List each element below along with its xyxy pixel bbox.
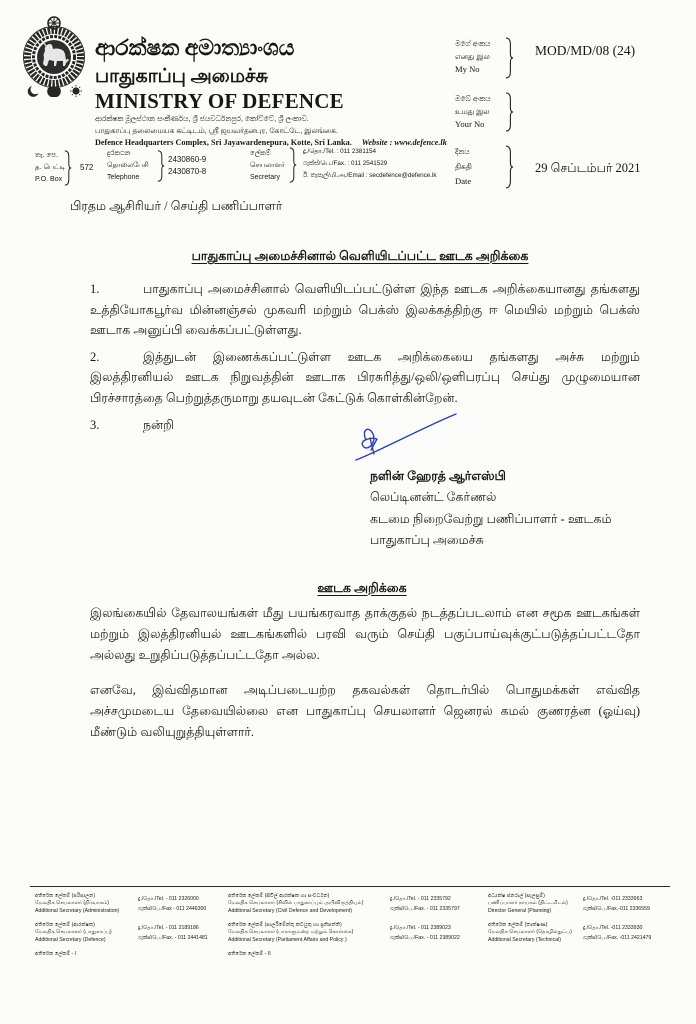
footer-contact bbox=[228, 951, 271, 958]
brace-icon bbox=[505, 145, 514, 189]
letter-date: 29 செப்டம்பர் 2021 bbox=[535, 161, 641, 175]
moon-icon bbox=[28, 86, 39, 97]
ministry-name-english: MINISTRY OF DEFENCE bbox=[95, 89, 344, 113]
title-si: අතිරේක ලේකම් (තාක්ෂණ) bbox=[488, 922, 548, 928]
title-si: අතිරේක ලේකම් (ආරක්ෂක) bbox=[35, 922, 95, 928]
address-tamil: பாதுகாப்பு தலைமையக கட்டிடம், ஸ்ரீ ஜயவர்தனபுர, கோட்டே, இலங்கை. bbox=[95, 126, 338, 135]
footer-contact bbox=[228, 922, 460, 944]
title-ta: மேலதிக செயலாளர் (பாராளுமன்ற மற்றும் கொள்கை) bbox=[228, 929, 354, 936]
title-si: අතිරේක ලේකම් (පරිපාලන) bbox=[35, 893, 96, 899]
label-ta: திகதி bbox=[455, 162, 472, 171]
title-si: අතිරේක ලේකම් (පාර්ලිමේන්තු කටයුතු හා ප්‍රතිපත්ති) bbox=[228, 922, 342, 928]
pot-icon bbox=[47, 87, 61, 98]
title-en: Additional Secretary (Defence) bbox=[35, 936, 106, 943]
footer-contact-numbers bbox=[138, 924, 208, 943]
label-si: ඔබේ අංකය bbox=[455, 94, 491, 103]
ministry-name-sinhala: ආරක්ෂක අමාත්‍යාංශය bbox=[95, 35, 295, 60]
numbered-paragraph bbox=[0, 279, 696, 341]
secretary-fax: ෆැක්ස්/பெ./Fax. : 011 2541529 bbox=[303, 160, 388, 167]
secretary-contacts bbox=[303, 146, 437, 182]
address-english: Defence Headquarters Complex, Sri Jayawardenepura, Kotte, Sri Lanka. bbox=[95, 138, 352, 147]
secretary-labels bbox=[250, 148, 285, 184]
label-ta: செயலாளர் bbox=[250, 162, 285, 169]
brace-icon bbox=[505, 37, 514, 79]
tel: දු./தொ./Tel. - 011 2189186 bbox=[138, 925, 199, 931]
title-ta: மேலதிக செயலாளர் (தொழில்நுட்ப) bbox=[488, 929, 572, 936]
footer-contact bbox=[35, 922, 208, 944]
po-box-value: 572 bbox=[80, 163, 94, 172]
paragraph-text: இத்துடன் இணைக்கப்பட்டுள்ள ஊடக அறிக்கையை தங்களது அச்சு மற்றும் இலத்திரனியல் ஊடக நிறுவத்தின் ஊடாக பிரசுரித்து/ஒலி/ஒளிபரப்பு செய்து முழுமையான பிரச்சாரத்தை பெற்றுத்தருமாறு தயவுடன் கேட்டுக் கொள்கின்றேன். bbox=[90, 349, 640, 405]
title-ta: மேலதிக செயலாளர் (பாதுகாப்பு) bbox=[35, 929, 112, 936]
label-en: Date bbox=[455, 176, 472, 186]
footer-divider bbox=[30, 886, 670, 887]
title-en: Director General (Planning) bbox=[488, 907, 552, 914]
footer-contact bbox=[488, 893, 650, 915]
brace-icon bbox=[289, 147, 297, 183]
footer-contact-title bbox=[488, 893, 568, 915]
footer-contact-title bbox=[488, 922, 572, 944]
date-labels bbox=[455, 144, 472, 189]
ministry-name-tamil: பாதுகாப்பு அமைச்சு bbox=[95, 66, 268, 87]
fax: ෆැක්ස්/பெ./Fax. - 011 2441481 bbox=[138, 934, 208, 941]
signatory-name: நளின் ஹேரத் ஆர்எஸ்பி bbox=[370, 468, 506, 483]
tel: දු./தொ./Tel. - 011 2389023 bbox=[390, 925, 451, 931]
label-ta: தொலைபேசி bbox=[107, 162, 149, 169]
label-si: ලේකම් bbox=[250, 150, 271, 157]
brace-icon bbox=[505, 92, 514, 132]
label-ta: த. பெட்டி bbox=[35, 164, 66, 171]
label-ta: உமது இல bbox=[455, 107, 490, 116]
telephone-number: 2430860-9 bbox=[168, 155, 207, 164]
your-number-labels bbox=[455, 92, 491, 131]
label-en: Telephone bbox=[107, 174, 140, 181]
website: Website : www.defence.lk bbox=[361, 138, 447, 147]
tel: දු./தொ./Tel. -011 2333930 bbox=[583, 925, 643, 931]
title-ta: மேலதிக செயலாளர் (நிர்வாகம்) bbox=[35, 900, 110, 907]
po-box-labels bbox=[35, 150, 65, 186]
signature-block bbox=[0, 466, 696, 552]
paragraph-text: பாதுகாப்பு அமைச்சினால் வெளியிடப்பட்டுள்ள இந்த ஊடக அறிக்கையானது தங்களது உத்தியோகபூர்வ மின்னஞ்சல் முகவரி மற்றும் பெக்ஸ் இலக்கத்திற்கு ஈ மெயில் மற்றும் பெக்ஸ் ஊடாக அனுப்பி வைக்கப்பட்டுள்ளது. bbox=[90, 282, 640, 337]
title-en: Additional Secretary (Civil Defence and Development) bbox=[228, 907, 352, 914]
label-en: My No bbox=[455, 64, 480, 74]
title-si: අතිරේක ලේකම් (සිවිල් ආරක්ෂක හා සංවර්ධන) bbox=[228, 893, 330, 899]
tel: දු./தொ./Tel. - 011 2326000 bbox=[138, 896, 199, 902]
label-si: දිනය bbox=[455, 147, 470, 156]
label-en: P.O. Box bbox=[35, 176, 63, 183]
footer-contact-title bbox=[35, 922, 112, 944]
media-release-title: ஊடக அறிக்கை bbox=[317, 580, 407, 595]
signatory-organization: பாதுகாப்பு அமைச்சு bbox=[370, 533, 484, 547]
label-si: දුරකථන bbox=[107, 150, 131, 157]
label-ta: எனது இல bbox=[455, 52, 490, 61]
brace-icon bbox=[157, 150, 165, 182]
secretary-tel: දු./தொ./Tel. : 011 2381154 bbox=[303, 148, 376, 155]
footer-contact-numbers bbox=[390, 924, 460, 943]
fax: ෆැක්ස්/பெ./Fax. - 011 2335797 bbox=[390, 905, 460, 912]
title-en: Additional Secretary (Technical) bbox=[488, 936, 561, 943]
footer-contact-title bbox=[35, 893, 119, 915]
label-si: තැ. පෙ. bbox=[35, 152, 58, 159]
handwritten-signature bbox=[330, 410, 460, 472]
national-emblem bbox=[20, 15, 88, 99]
secretary-email: ඊ. තැපැල්/மி.அ./Email : secdefence@defence.lk bbox=[303, 172, 437, 179]
label-si: මගේ අංකය bbox=[455, 39, 491, 48]
footer-contact-title bbox=[228, 893, 363, 915]
paragraph-text: நன்றி bbox=[143, 418, 174, 432]
footer-contact-title bbox=[35, 951, 76, 958]
tel: දු./தொ./Tel. - 011 2335792 bbox=[390, 896, 451, 902]
title-ta: மேலதிக செயலாளர் (சிவில் பாதுகாப்பும் அபிவிருத்தியும்) bbox=[228, 900, 364, 907]
telephone-number: 2430870-8 bbox=[168, 167, 207, 176]
title-en: Additional Secretary (Administration) bbox=[35, 907, 120, 914]
brace-icon bbox=[64, 150, 72, 186]
signatory-position: கடமை நிறைவேற்று பணிப்பாளர் - ஊடகம் bbox=[370, 511, 612, 526]
footer-contact-numbers bbox=[390, 895, 460, 914]
title-en: Additional Secretary (Parliament Affairs and Policy ) bbox=[228, 936, 347, 943]
media-release-paragraph: எனவே, இவ்விதமான அடிப்படையற்ற தகவல்கள் தொடர்பில் பொதுமக்கள் எவ்வித அச்சமுமடைய தேவையில்லை என பாதுகாப்பு செயலாளர் ஜெனரல் கமல் குணரத்ன (ஓய்வு) மீண்டும் வலியுறுத்தியுள்ளார். bbox=[90, 682, 640, 739]
tel: දු./தொ./Tel. -011 2333963 bbox=[583, 896, 643, 902]
footer-contact bbox=[35, 893, 207, 915]
footer-contact bbox=[488, 922, 652, 944]
footer-contact-numbers bbox=[583, 895, 650, 914]
media-release-paragraph: இலங்கையில் தேவாலயங்கள் மீது பயங்கரவாத தாக்குதல் நடத்தப்படலாம் என சமூக ஊடகங்கள் மற்றும் இலத்திரனியல் ஊடகங்களில் பரவி வரும் செய்தி பகுப்பாய்வுக்குட்படுத்தப்பட்டதோ அல்லது உறுதிப்படுத்தப்பட்டதோ அல்ல. bbox=[90, 605, 640, 662]
title-si: අතිරේක ලේකම් - II bbox=[228, 951, 271, 957]
telephone-labels bbox=[107, 148, 149, 184]
address-sinhala: ආරක්ෂක මූලස්ථාන සංකීර්ණය, ශ්‍රී ජයවර්ධනපුර, කෝට්ටේ, ශ්‍රී ලංකාව. bbox=[95, 114, 309, 123]
title-si: අතිරේක ලේකම් - I bbox=[35, 951, 77, 957]
title-ta: பணிப்பாளர் நாயகம் (திட்டமிடல்) bbox=[488, 900, 568, 907]
recipient: பிரதம ஆசிரியர் / செய்தி பணிப்பாளர் bbox=[70, 199, 283, 213]
paragraph-number: 3. bbox=[90, 418, 100, 432]
sun-icon bbox=[70, 85, 82, 97]
paragraph-number: 1. bbox=[90, 282, 100, 296]
footer-contact bbox=[35, 951, 76, 958]
fax: ෆැක්ස්/பெ./Fax. -011 2421479 bbox=[583, 934, 652, 941]
footer-contact bbox=[228, 893, 460, 915]
label-en: Your No bbox=[455, 119, 485, 129]
letter-title: பாதுகாப்பு அமைச்சினால் வெளியிடப்பட்ட ஊடக அறிக்கை bbox=[191, 249, 529, 263]
fax: ෆැක්ස්/பெ./Fax - 011 2446300 bbox=[138, 905, 207, 912]
letter-body bbox=[0, 196, 696, 743]
label-en: Secretary bbox=[250, 174, 280, 181]
fax: ෆැක්ස්/பெ./Fax.-011 2336559 bbox=[583, 905, 650, 912]
my-number-labels bbox=[455, 37, 490, 76]
paragraph-number: 2. bbox=[90, 349, 100, 364]
footer-contact-title bbox=[228, 922, 353, 944]
fax: ෆැක්ස්/பெ./Fax. - 011 2389022 bbox=[390, 934, 460, 941]
numbered-paragraph bbox=[0, 347, 696, 409]
signatory-rank: லெப்டினன்ட் கேர்ணல் bbox=[370, 490, 497, 504]
footer-contact-numbers bbox=[138, 895, 206, 914]
my-number-value: MOD/MD/08 (24) bbox=[535, 43, 636, 58]
footer-contact-numbers bbox=[583, 924, 651, 943]
telephone-values bbox=[168, 154, 206, 178]
title-si: අධ්‍යක්ෂ ජනරාල් (සැලසුම්) bbox=[488, 893, 545, 899]
footer-contact-title bbox=[228, 951, 271, 958]
